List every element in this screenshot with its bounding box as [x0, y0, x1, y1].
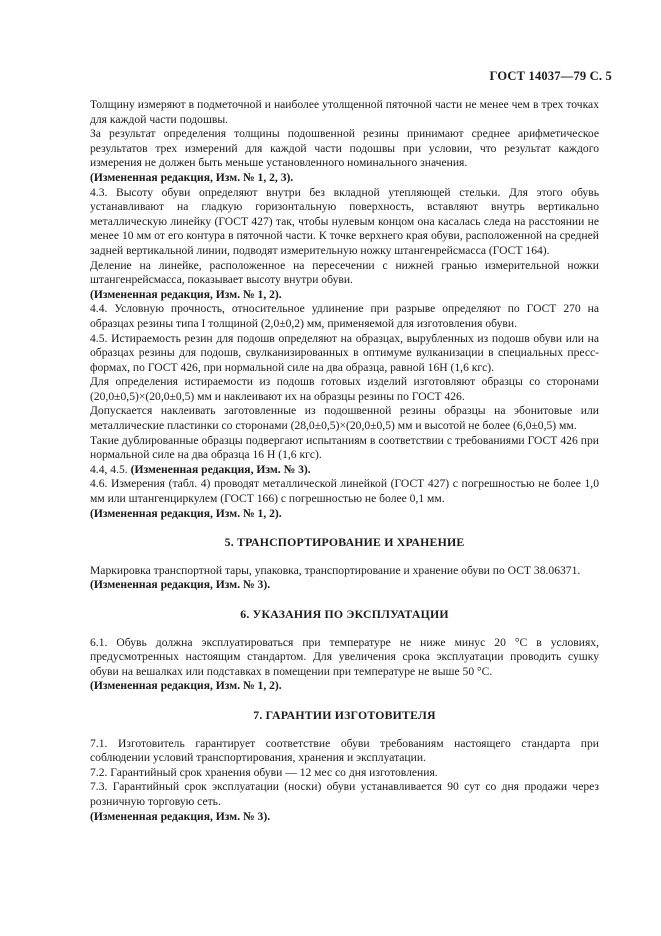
paragraph: 4.6. Измерения (табл. 4) проводят металлической линейкой (ГОСТ 427) с погрешностью не более 1,0 мм или штангенциркулем (ГОСТ 166) с погрешностью не более 0,1 мм. [90, 477, 599, 506]
paragraph: 7.2. Гарантийный срок хранения обуви — 12 мес со дня изготовления. [90, 765, 438, 779]
paragraph: Допускается наклеивать заготовленные из подошвенной резины образцы на эбонитовые или металлические пластинки со сторонами (28,0±0,5)×(20,0±0,5) мм и высотой не более (6,0±0,5) мм. [90, 404, 599, 433]
section-title-5: 5. ТРАНСПОРТИРОВАНИЕ И ХРАНЕНИЕ [224, 535, 465, 550]
paragraph: 7.1. Изготовитель гарантирует соответствие обуви требованиям настоящего стандарта при соблюдении условий транспортирования, хранения и эксплуатации. [90, 736, 599, 765]
paragraph-prefix: 4.4, 4.5. [90, 462, 131, 476]
amendment-note: (Измененная редакция, Изм. № 3). [130, 462, 311, 476]
section-title-7: 7. ГАРАНТИИ ИЗГОТОВИТЕЛЯ [253, 707, 436, 722]
amendment-note: (Измененная редакция, Изм. № 1, 2, 3). [90, 170, 294, 184]
amendment-note: (Измененная редакция, Изм. № 3). [90, 809, 271, 823]
paragraph: 4.4. Условную прочность, относительное удлинение при разрыве определяют по ГОСТ 270 на образцах резины типа I толщиной (2,0±0,2) мм, применяемой для изготовления обуви. [90, 302, 599, 330]
amendment-note: (Измененная редакция, Изм. № 1, 2). [90, 679, 282, 693]
paragraph: 4.3. Высоту обуви определяют внутри без вкладной утепляющей стельки. Для этого обувь устанавливают на гладкую горизонтальную поверхность, вставляют внутрь вертикально металлическую линейку (ГОСТ 427) так, чтобы нулевым концом она касалась следа на расстоянии не менее 10 мм от его контура в пяточной части. К точке верхнего края обуви, расположенной на средней задней вертикальной линии, подводят измерительную ножку штангенрейсмасса (ГОСТ 164). [90, 185, 599, 257]
paragraph: Толщину измеряют в подметочной и наиболее утолщенной пяточной части не менее чем в трех точках для каждой части подошвы. [90, 98, 599, 126]
page-header: ГОСТ 14037—79 С. 5 [489, 69, 612, 83]
paragraph [90, 463, 599, 478]
paragraph: Маркировка транспортной тары, упаковка, транспортирование и хранение обуви по ОСТ 38.06371. [90, 563, 581, 577]
paragraph: 6.1. Обувь должна эксплуатироваться при температуре не ниже минус 20 °С в условиях, предусмотренных настоящим стандартом. Для увеличения срока эксплуатации проводить сушку обуви на вешалках или подставках в помещении при температуре не выше 50 °С. [90, 635, 599, 678]
paragraph: За результат определения толщины подошвенной резины принимают среднее арифметическое результатов трех измерений для каждой части подошвы при условии, что результат каждого измерения не должен быть меньше установленного номинального значения. [90, 127, 599, 170]
paragraph: Такие дублированные образцы подвергают испытаниям в соответствии с требованиями ГОСТ 426 при нормальной силе на два образца 16 Н (1,6 кгс). [90, 433, 599, 462]
amendment-note: (Измененная редакция, Изм. № 3). [90, 578, 271, 592]
paragraph: Деление на линейке, расположенное на пересечении с нижней гранью измерительной ножки штангенрейсмасса, показывает высоту внутри обуви. [90, 258, 599, 287]
document-body [90, 98, 599, 824]
section-title-6: 6. УКАЗАНИЯ ПО ЭКСПЛУАТАЦИИ [240, 607, 449, 621]
amendment-note: (Измененная редакция, Изм. № 1, 2). [90, 506, 282, 520]
amendment-note: (Измененная редакция, Изм. № 1, 2). [90, 287, 282, 301]
paragraph: 4.5. Истираемость резин для подошв определяют на образцах, вырубленных из подошв обуви или на образцах резины для подошв, свулканизированных в оптимуме вулканизации в специальных пресс-формах, по ГОСТ 426, при нормальной силе на два образца, равной 16Н (1,6 кгс). [90, 331, 599, 374]
paragraph: 7.3. Гарантийный срок эксплуатации (носки) обуви устанавливается 90 сут со дня продажи через розничную торговую сеть. [90, 780, 599, 808]
paragraph: Для определения истираемости из подошв готовых изделий изготовляют образцы со сторонами (20,0±0,5)×(20,0±0,5) мм и наклеивают их на образцы резины по ГОСТ 426. [90, 375, 599, 403]
